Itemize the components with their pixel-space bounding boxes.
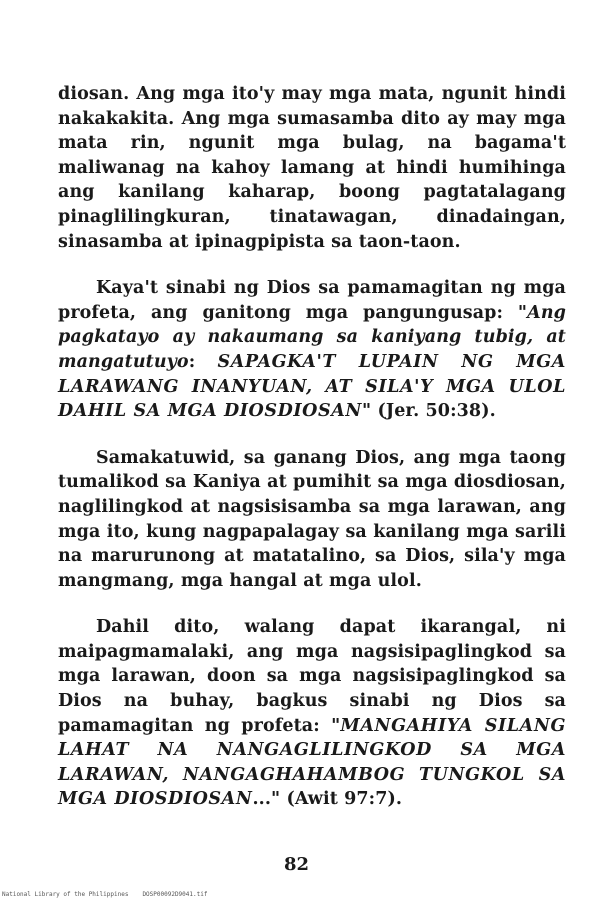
paragraph-2 — [58, 276, 566, 424]
scan-filename: DOSP00092D9041.tif — [142, 891, 208, 898]
scripture-reference: " (Jer. 50:38). — [362, 401, 496, 422]
paragraph-1: diosan. Ang mga ito'y may mga mata, ngunit hindi nakakakita. Ang mga sumasamba dito ay may mga mata rin, ngunit mga bulag, na bagama't maliwanag na kahoy lamang at hindi humihinga ang kanilang kaharap, boong pagtatalagang pinaglilingkuran, tinatawagan, dinadaingan, sinasamba at ipinagpipista sa taon-taon. — [58, 84, 566, 252]
page-number: 82 — [283, 854, 310, 875]
paragraph-2-colon: : — [188, 351, 218, 372]
scan-footer — [2, 891, 207, 898]
library-credit: National Library of the Philippines — [2, 891, 129, 898]
psalm-reference: ..." (Awit 97:7). — [252, 789, 403, 810]
scripture-quote-caps: SAPAGKA'T LUPAIN NG MGA LARAWANG INANYUAN, AT SILA'Y MGA ULOL DAHIL SA MGA DIOSDIOSAN — [58, 351, 566, 422]
paragraph-3: Samakatuwid, sa ganang Dios, ang mga taong tumalikod sa Kaniya at pumihit sa mga diosdiosan, naglilingkod at nagsisisamba sa mga larawan, ang mga ito, kung nagpapalagay sa kanilang mga sarili na marurunong at matatalino, sa Dios, sila'y mga mangmang, mga hangal at mga ulol. — [58, 447, 566, 591]
scripture-quote-italic: Ang pagkatayo ay nakaumang sa kaniyang tubig, at mangatutuyo — [58, 302, 566, 372]
paragraph-4-lead: Dahil dito, walang dapat ikarangal, ni maipagmamalaki, ang mga nagsisipaglingkod sa mga larawan, doon sa mga nagsisipaglingkod sa Dios na buhay, bagkus sinabi ng Dios sa pamamagitan ng profeta: " — [58, 617, 566, 736]
paragraph-4 — [58, 615, 566, 812]
paragraph-2-lead: Kaya't sinabi ng Dios sa pamamagitan ng mga profeta, ang ganitong mga pangungusap: " — [58, 278, 566, 323]
psalm-quote-caps: MANGAHIYA SILANG LAHAT NA NANGAGLILINGKOD SA MGA LARAWAN, NANGAGHAHAMBOG TUNGKOL SA MGA DIOSDIOSAN — [58, 715, 566, 810]
page-body — [58, 82, 566, 834]
